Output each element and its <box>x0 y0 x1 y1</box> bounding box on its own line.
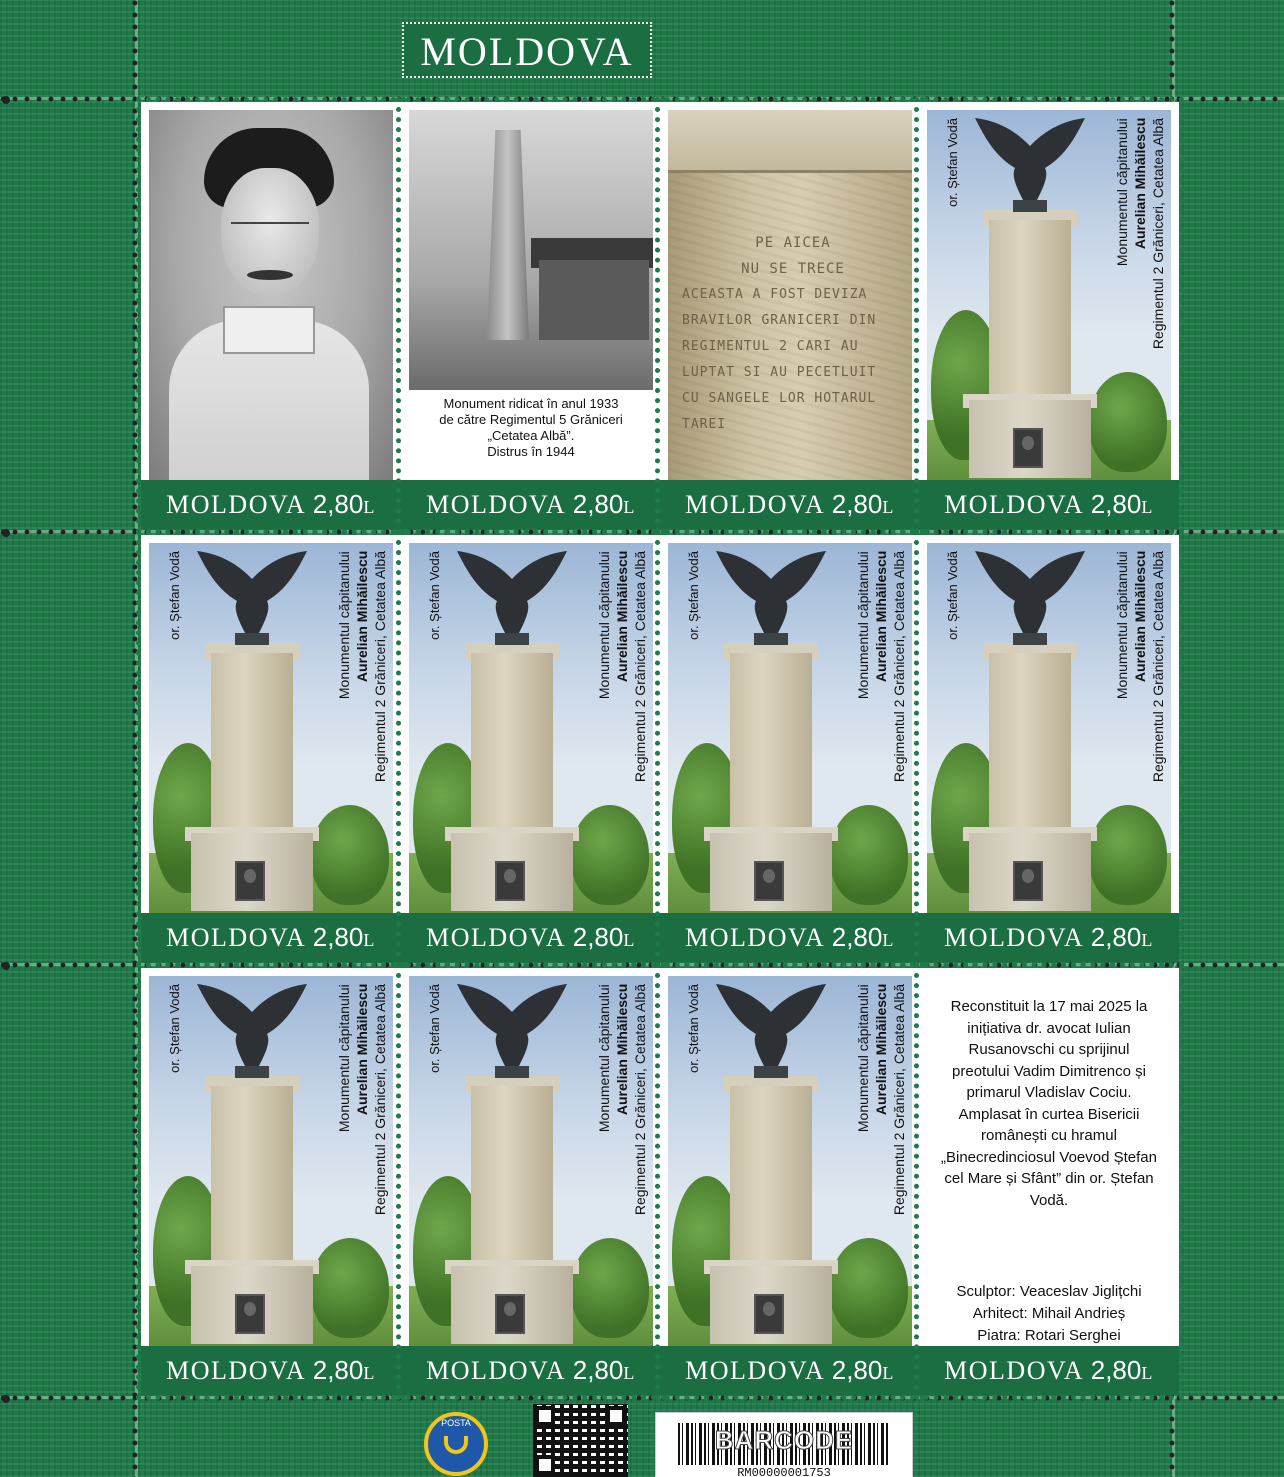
denomination-band <box>401 480 661 529</box>
barcode <box>655 1412 913 1477</box>
caption-line: Aurelian Mihăilescu <box>873 984 889 1116</box>
monument-pillar <box>471 653 553 843</box>
tree <box>830 805 908 905</box>
eagle-icon <box>193 549 311 647</box>
stamp-image <box>149 110 393 480</box>
stamp-text <box>919 968 1179 1395</box>
caption-line: Monument ridicat în anul 1933 <box>443 396 619 411</box>
currency-unit: L <box>363 930 376 950</box>
qr-finder <box>535 1455 555 1475</box>
portrait-plaque <box>1013 428 1043 468</box>
photo-caption <box>409 390 653 480</box>
stamp-inscription <box>660 102 920 529</box>
caption-line: Regimentul 2 Grăniceri, Cetatea Albă <box>891 551 907 783</box>
city-label: or. Ștefan Vodă <box>945 551 960 640</box>
eagle-icon <box>971 549 1089 647</box>
currency-unit: L <box>882 930 895 950</box>
denomination-band <box>401 913 661 962</box>
eagle-icon <box>971 116 1089 214</box>
country-name: MOLDOVA <box>944 923 1083 952</box>
monument-caption <box>335 984 389 1215</box>
country-name: MOLDOVA <box>944 490 1083 519</box>
inscription-line: BRAVILOR GRANICERI DIN <box>682 313 877 328</box>
stamp-image <box>927 976 1171 1346</box>
face-value: 2,80 <box>312 489 364 519</box>
face-value: 2,80 <box>572 489 624 519</box>
monument-caption <box>335 551 389 782</box>
country-name: MOLDOVA <box>426 490 565 519</box>
denomination-band <box>919 1346 1179 1395</box>
denomination-band <box>660 480 920 529</box>
stamp-image <box>668 976 912 1346</box>
country-name: MOLDOVA <box>685 490 824 519</box>
denomination-band <box>919 913 1179 962</box>
face-value: 2,80 <box>312 1355 364 1385</box>
stamp-monument <box>401 968 661 1395</box>
caption-line: Monumentul căpitanului <box>1114 551 1130 699</box>
posthorn-icon <box>444 1436 468 1454</box>
credit-architect: Arhitect: Mihail Andrieș <box>972 1305 1126 1322</box>
caption-line: Regimentul 2 Grăniceri, Cetatea Albă <box>632 984 648 1216</box>
old-monument <box>487 130 529 340</box>
country-name: MOLDOVA <box>166 490 305 519</box>
info-text: Reconstituit la 17 mai 2025 la inițiativa dr. avocat Iulian Rusanovschi cu sprijinul preotului Vadim Dimitrenco și primarul Vladislav Cociu. Amplasat în curtea Bisericii românești cu hramul „Binecredinciosul Voevod Ștefan cel Mare și Sfânt” din or. Ștefan Vodă. <box>941 998 1157 1209</box>
stone-cap <box>668 110 912 173</box>
monument-caption <box>1113 118 1167 349</box>
currency-unit: L <box>363 1363 376 1383</box>
house <box>539 260 649 340</box>
stamp-old-photo <box>401 102 661 529</box>
qr-finder <box>535 1406 555 1426</box>
tree <box>311 1238 389 1338</box>
posta-logo <box>424 1412 488 1476</box>
caption-line: Aurelian Mihăilescu <box>1132 118 1148 250</box>
stamp-monument <box>919 535 1179 962</box>
portrait-plaque <box>235 861 265 901</box>
side-dot <box>2 96 10 104</box>
stamp-monument <box>919 102 1179 529</box>
currency-unit: L <box>623 1363 636 1383</box>
inscription-line: NU SE TRECE <box>741 261 845 277</box>
perforation-row <box>0 1395 1284 1401</box>
face-value: 2,80 <box>1090 489 1142 519</box>
inscription-line: REGIMENTUL 2 CARI AU <box>682 339 859 354</box>
stamp-monument <box>401 535 661 962</box>
denomination-band <box>660 913 920 962</box>
stamp-image <box>927 110 1171 480</box>
stamp-image <box>409 110 653 480</box>
posta-logo-text: POSTA <box>441 1418 471 1428</box>
portrait-plaque <box>754 1294 784 1334</box>
country-name: MOLDOVA <box>944 1356 1083 1385</box>
barcode-number: RM00000001753 <box>656 1466 912 1477</box>
caption-line: Regimentul 2 Grăniceri, Cetatea Albă <box>891 984 907 1216</box>
inscription <box>682 230 904 438</box>
face-value: 2,80 <box>1090 922 1142 952</box>
inscription-line: CU SANGELE LOR HOTARUL <box>682 391 877 406</box>
caption-line: Aurelian Mihăilescu <box>1132 551 1148 683</box>
face-value: 2,80 <box>312 922 364 952</box>
caption-line: Aurelian Mihăilescu <box>873 551 889 683</box>
credit-stone: Piatra: Rotari Serghei <box>977 1327 1121 1344</box>
country-name: MOLDOVA <box>166 923 305 952</box>
tree <box>571 805 649 905</box>
qr-code <box>533 1404 628 1477</box>
credit-sculptor: Sculptor: Veaceslav Jiglițchi <box>956 1283 1142 1300</box>
caption-line: Regimentul 2 Grăniceri, Cetatea Albă <box>632 551 648 783</box>
denomination-band <box>401 1346 661 1395</box>
currency-unit: L <box>623 497 636 517</box>
side-dot <box>2 529 10 537</box>
country-name: MOLDOVA <box>685 923 824 952</box>
tree <box>1089 372 1167 472</box>
caption-line: Monumentul căpitanului <box>596 551 612 699</box>
monument-caption <box>1113 551 1167 782</box>
tree <box>830 1238 908 1338</box>
face-value: 2,80 <box>831 1355 883 1385</box>
perforation-column <box>132 0 138 1477</box>
tree <box>311 805 389 905</box>
stamp-image <box>149 543 393 913</box>
face-value: 2,80 <box>572 922 624 952</box>
tree <box>1089 805 1167 905</box>
caption-line: Aurelian Mihăilescu <box>614 984 630 1116</box>
eagle-icon <box>453 982 571 1080</box>
denomination-band <box>919 480 1179 529</box>
city-label: or. Ștefan Vodă <box>427 551 442 640</box>
face-value: 2,80 <box>572 1355 624 1385</box>
caption-line: Monumentul căpitanului <box>336 984 352 1132</box>
city-label: or. Ștefan Vodă <box>427 984 442 1073</box>
monument-pillar <box>471 1086 553 1276</box>
portrait-plaque <box>1013 861 1043 901</box>
monument-caption <box>854 984 908 1215</box>
stamp-portrait <box>141 102 401 529</box>
denomination-band <box>660 1346 920 1395</box>
currency-unit: L <box>363 497 376 517</box>
side-dot <box>2 962 10 970</box>
historic-photo <box>409 110 653 390</box>
stamp-monument <box>141 968 401 1395</box>
monument-caption <box>595 984 649 1215</box>
caption-line: Distrus în 1944 <box>487 444 575 459</box>
caption-line: de către Regimentul 5 Grăniceri <box>439 412 623 427</box>
stamp-image <box>409 543 653 913</box>
sheet-title: MOLDOVA <box>402 22 652 78</box>
moustache <box>247 270 293 280</box>
country-name: MOLDOVA <box>166 1356 305 1385</box>
tree <box>571 1238 649 1338</box>
face-value: 2,80 <box>1090 1355 1142 1385</box>
eagle-icon <box>453 549 571 647</box>
monument-pillar <box>989 653 1071 843</box>
stone-face <box>668 110 912 480</box>
caption-line: Aurelian Mihăilescu <box>354 984 370 1116</box>
currency-unit: L <box>882 1363 895 1383</box>
eagle-icon <box>193 982 311 1080</box>
caption-line: Aurelian Mihăilescu <box>354 551 370 683</box>
city-label: or. Ștefan Vodă <box>686 551 701 640</box>
city-label: or. Ștefan Vodă <box>945 118 960 207</box>
portrait-plaque <box>495 1294 525 1334</box>
caption-line: Monumentul căpitanului <box>1114 118 1130 266</box>
denomination-band <box>141 1346 401 1395</box>
country-name: MOLDOVA <box>426 1356 565 1385</box>
denomination-band <box>141 913 401 962</box>
country-name: MOLDOVA <box>426 923 565 952</box>
monument-pillar <box>730 653 812 843</box>
inscription-line: ACEASTA A FOST DEVIZA <box>682 287 868 302</box>
monument-pillar <box>211 653 293 843</box>
caption-line: Regimentul 2 Grăniceri, Cetatea Albă <box>1150 551 1166 783</box>
city-label: or. Ștefan Vodă <box>686 984 701 1073</box>
stamp-image <box>409 976 653 1346</box>
caption-line: Regimentul 2 Grăniceri, Cetatea Albă <box>372 551 388 783</box>
face-value: 2,80 <box>831 922 883 952</box>
caption-line: Monumentul căpitanului <box>855 551 871 699</box>
caption-line: Regimentul 2 Grăniceri, Cetatea Albă <box>372 984 388 1216</box>
face-value: 2,80 <box>831 489 883 519</box>
credits <box>939 1281 1159 1346</box>
monument-caption <box>854 551 908 782</box>
monument-caption <box>595 551 649 782</box>
barcode-label: BARCODE <box>714 1425 854 1455</box>
inscription-line: TAREI <box>682 417 727 432</box>
caption-line: „Cetatea Albă”. <box>487 428 575 443</box>
side-dot <box>2 1395 10 1403</box>
stamp-monument <box>660 968 920 1395</box>
caption-line: Regimentul 2 Grăniceri, Cetatea Albă <box>1150 118 1166 350</box>
qr-finder <box>606 1406 626 1426</box>
country-name: MOLDOVA <box>685 1356 824 1385</box>
currency-unit: L <box>1141 930 1154 950</box>
stamp-monument <box>660 535 920 962</box>
monument-pillar <box>989 220 1071 410</box>
city-label: or. Ștefan Vodă <box>167 551 182 640</box>
stamp-image <box>927 543 1171 913</box>
collar <box>223 306 315 354</box>
portrait-plaque <box>495 861 525 901</box>
caption-line: Monumentul căpitanului <box>336 551 352 699</box>
portrait-photo <box>149 110 393 480</box>
monument-pillar <box>211 1086 293 1276</box>
glasses <box>231 222 309 240</box>
eagle-icon <box>712 982 830 1080</box>
monument-pillar <box>730 1086 812 1276</box>
eagle-icon <box>712 549 830 647</box>
stamp-image <box>149 976 393 1346</box>
portrait-plaque <box>754 861 784 901</box>
denomination-band <box>141 480 401 529</box>
caption-line: Monumentul căpitanului <box>855 984 871 1132</box>
inscription-line: PE AICEA <box>755 235 831 251</box>
caption-line: Aurelian Mihăilescu <box>614 551 630 683</box>
stamp-image <box>668 543 912 913</box>
currency-unit: L <box>1141 497 1154 517</box>
currency-unit: L <box>1141 1363 1154 1383</box>
city-label: or. Ștefan Vodă <box>167 984 182 1073</box>
currency-unit: L <box>882 497 895 517</box>
portrait-plaque <box>235 1294 265 1334</box>
inscription-line: LUPTAT SI AU PECETLUIT <box>682 365 877 380</box>
currency-unit: L <box>623 930 636 950</box>
stamp-image <box>668 110 912 480</box>
stamp-monument <box>141 535 401 962</box>
caption-line: Monumentul căpitanului <box>596 984 612 1132</box>
